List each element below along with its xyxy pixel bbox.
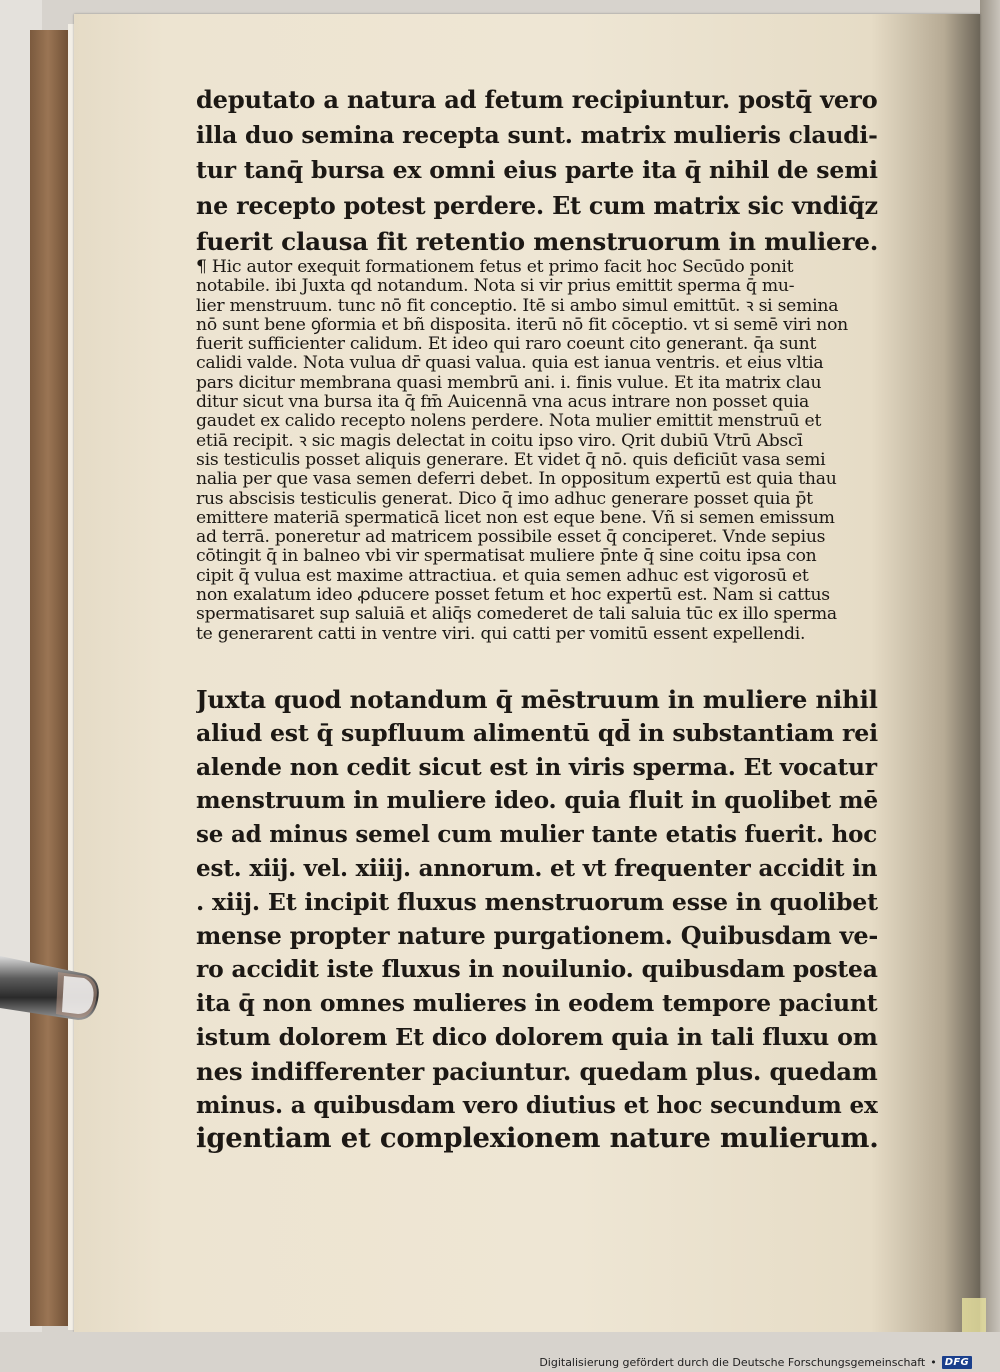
text-line: calidi valde. Nota vulua dr̄ quasi valua. quia est ianua ventris. et eius vltia: [196, 354, 824, 374]
text-line: gaudet ex calido recepto nolens perdere. Nota mulier emittit menstruū et: [196, 412, 822, 432]
text-line: istum dolorem Et dico dolorem quia in tali fluxu om: [196, 1022, 878, 1051]
page-tab-marker: [962, 1298, 986, 1334]
text-line: . xiij. Et incipit fluxus menstruorum esse in quolibet: [196, 887, 878, 916]
text-block-main: [196, 683, 890, 1156]
dfg-logo: DFG: [942, 1356, 972, 1369]
text-line: nes indifferenter paciuntur. quedam plus. quedam: [196, 1056, 878, 1086]
text-line: minus. a quibusdam vero diutius et hoc secundum ex: [196, 1091, 878, 1119]
text-line: ita q̄ non omnes mulieres in eodem tempore paciunt: [196, 989, 878, 1018]
text-line: ad terrā. poneretur ad matricem possibile esset q̄ conciperet. Vnde sepius: [196, 528, 826, 548]
text-line: ¶ Hic autor exequit formationem fetus et primo facit hoc Secūdo ponit: [196, 258, 794, 277]
text-block-top: [196, 82, 890, 260]
text-block-commentary: [196, 258, 890, 644]
text-line: spermatisaret sup saluiā et aliq̄s comederet de tali saluia tūc ex illo sperma: [196, 605, 837, 625]
text-line: aliud est q̄ supfluum alimentū qd̄ in substantiam rei: [196, 718, 878, 747]
text-line: ditur sicut vna bursa ita q̄ fm̄ Auicennā vna acus intrare non posset quia: [196, 393, 809, 413]
footer-credit: [539, 1354, 972, 1370]
text-line: ne recepto potest perdere. Et cum matrix sic vndiq̄z: [196, 191, 878, 220]
text-line: non exalatum ideo ꝓducere posset fetum et hoc expertū est. Nam si cattus: [196, 586, 830, 606]
text-line: emittere materiā spermaticā licet non est eque bene. Vñ si semen emissum: [196, 508, 835, 528]
text-line: lier menstruum. tunc nō fit conceptio. Itē si ambo simul emittūt. ꝛ si semina: [196, 296, 839, 316]
footer-bullet: •: [930, 1355, 937, 1369]
text-line: fuerit sufficienter calidum. Et ideo qui raro coeunt cito generant. q̄a sunt: [196, 335, 817, 355]
text-line: deputato a natura ad fetum recipiuntur. postq̄ vero: [196, 85, 878, 114]
text-line: alende non cedit sicut est in viris sperma. Et vocatur: [196, 752, 877, 781]
page-holder-clip: [0, 948, 104, 1034]
text-line: nalia per que vasa semen deferri debet. In oppositum expertū est quia thau: [196, 470, 837, 490]
text-line: nō sunt bene ꝯformia et bñ disposita. iterū nō fit cōceptio. vt si semē viri non: [196, 315, 848, 335]
text-line: illa duo semina recepta sunt. matrix mulieris claudi-: [196, 120, 878, 149]
text-line: etiā recipit. ꝛ sic magis delectat in coitu ipso viro. Qrit dubiū Vtrū Abscī: [196, 431, 803, 451]
text-line: igentiam et complexionem nature mulierum.: [196, 1122, 879, 1155]
text-line: tur tanq̄ bursa ex omni eius parte ita q̄ nihil de semi: [196, 156, 878, 184]
text-line: fuerit clausa fit retentio menstruorum in muliere.: [196, 227, 879, 256]
text-line: cipit q̄ vulua est maxime attractiua. et quia semen adhuc est vigorosū et: [196, 566, 809, 586]
text-line: mense propter nature purgationem. Quibusdam ve-: [196, 921, 879, 950]
text-line: sis testiculis posset aliquis generare. Et videt q̄ nō. quis deficiūt vasa semi: [196, 450, 826, 470]
text-line: menstruum in muliere ideo. quia fluit in quolibet mē: [196, 787, 878, 815]
text-line: te generarent catti in ventre viri. qui catti per vomitū essent expellendi.: [196, 624, 806, 644]
text-line: Juxta quod notandum q̄ mēstruum in muliere nihil: [196, 685, 878, 714]
text-line: ro accidit iste fluxus in nouilunio. quibusdam postea: [196, 955, 878, 984]
text-line: est. xiij. vel. xiiij. annorum. et vt frequenter accidit in: [196, 854, 878, 882]
text-line: cōtingit q̄ in balneo vbi vir spermatisat muliere p̄nte q̄ sine coitu ipsa con: [196, 547, 817, 567]
footer-credit-text: Digitalisierung gefördert durch die Deutsche Forschungsgemeinschaft: [539, 1355, 926, 1369]
text-line: notabile. ibi Juxta qd̄ notandum. Nota si vir prius emittit sperma q̄ mu-: [196, 277, 795, 297]
text-line: rus abscisis testiculis generat. Dico q̄ imo adhuc generare posset quia p̄t: [196, 489, 813, 509]
page-gutter-shadow: [980, 0, 1000, 1340]
text-line: pars dicitur membrana quasi membrū ani. i. finis vulue. Et ita matrix clau: [196, 373, 822, 393]
text-line: se ad minus semel cum mulier tante etatis fuerit. hoc: [196, 821, 877, 849]
book-binding: [30, 30, 70, 1326]
